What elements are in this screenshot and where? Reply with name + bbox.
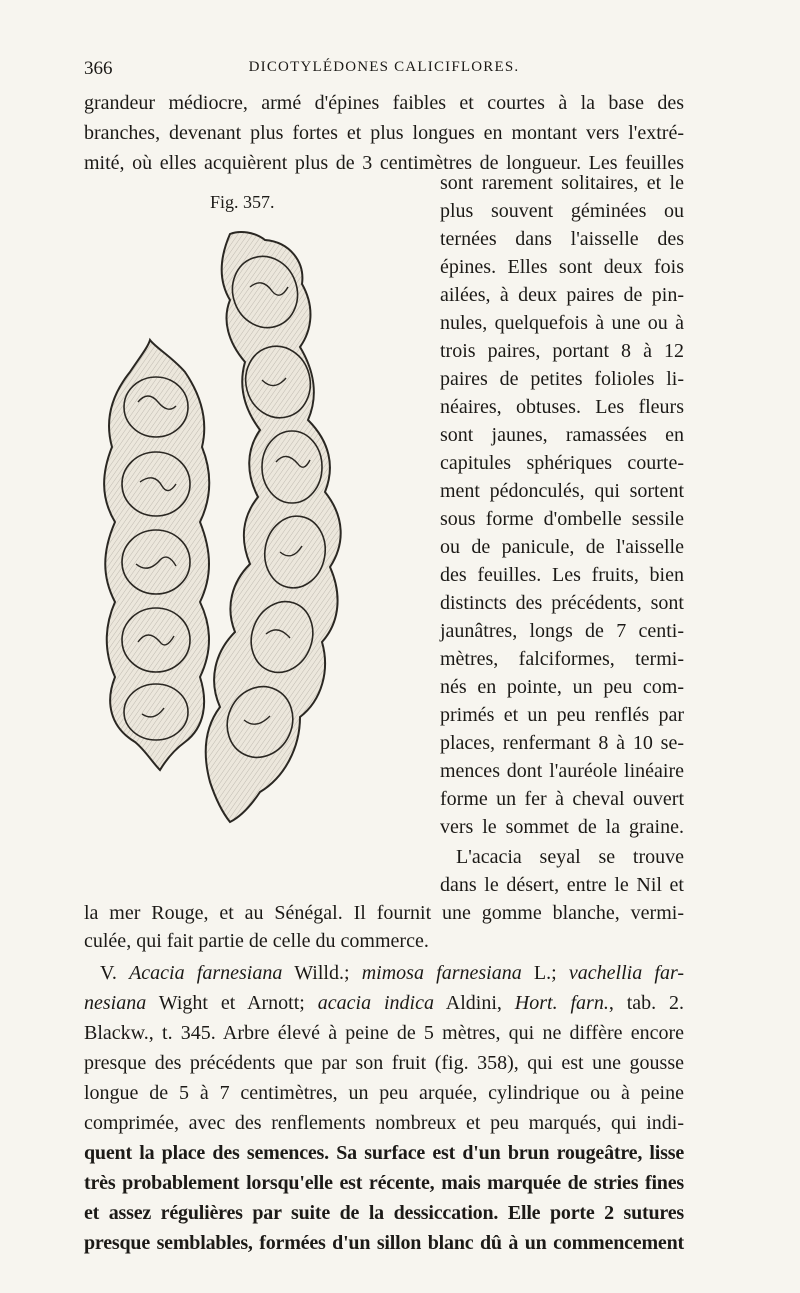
text-line: mètres, falciformes, termi- xyxy=(440,648,684,670)
text-line: sont rarement solitaires, et le xyxy=(440,172,684,194)
text-line: épines. Elles sont deux fois xyxy=(440,256,684,278)
text-line: branches, devenant plus fortes et plus longues en montant vers l'extré- xyxy=(84,122,684,144)
synonym-author: Aldini, xyxy=(445,992,502,1014)
reference-tail: , tab. 2. xyxy=(608,992,685,1014)
seed-pod-illustration xyxy=(90,222,430,842)
text-line: capitules sphériques courte- xyxy=(440,452,684,474)
text-line: nules, quelquefois à une ou à xyxy=(440,312,684,334)
text-line: sous forme d'ombelle sessile xyxy=(440,508,684,530)
right-pod xyxy=(206,232,341,822)
species-numeral: V. xyxy=(100,962,117,984)
text-line: distincts des précédents, sont xyxy=(440,592,684,614)
synonym-author: Wight et Arnott; xyxy=(158,992,305,1014)
text-line: des feuilles. Les fruits, bien xyxy=(440,564,684,586)
text-line: longue de 5 à 7 centimètres, un peu arquée, cylindrique ou à peine xyxy=(84,1082,684,1104)
text-line: L'acacia seyal se trouve xyxy=(456,846,684,868)
text-line: mité, où elles acquièrent plus de 3 centimètres de longueur. Les feuilles xyxy=(84,152,684,174)
figure-label: Fig. 357. xyxy=(210,192,275,212)
text-line: presque des précédents que par son fruit (fig. 358), qui est une gousse xyxy=(84,1052,684,1074)
text-line: très probablement lorsqu'elle est récente, mais marquée de stries fines xyxy=(84,1172,684,1194)
text-line: néaires, obtuses. Les fleurs xyxy=(440,396,684,418)
text-line: sont jaunes, ramassées en xyxy=(440,424,684,446)
text-line: presque semblables, formées d'un sillon blanc dû à un commencement xyxy=(84,1232,684,1254)
synonym: nesiana xyxy=(84,992,147,1014)
species-author: Willd.; xyxy=(294,962,350,984)
text-line: plus souvent géminées ou xyxy=(440,200,684,222)
text-line: la mer Rouge, et au Sénégal. Il fournit une gomme blanche, vermi- xyxy=(84,902,684,924)
text-line: culée, qui fait partie de celle du commerce. xyxy=(84,930,429,952)
page-number: 366 xyxy=(84,58,113,79)
species-heading-line xyxy=(100,958,684,988)
text-line: trois paires, portant 8 à 12 xyxy=(440,340,684,362)
synonym: acacia indica xyxy=(317,992,434,1014)
text-line: forme un fer à cheval ouvert xyxy=(440,788,684,810)
synonym: vachellia far- xyxy=(568,962,685,984)
text-line: ou de panicule, de l'aisselle xyxy=(440,536,684,558)
text-line: ternées dans l'aisselle des xyxy=(440,228,684,250)
text-line: grandeur médiocre, armé d'épines faibles et courtes à la base des xyxy=(84,92,684,114)
text-line: comprimée, avec des renflements nombreux et peu marqués, qui indi- xyxy=(84,1112,684,1134)
text-line: jaunâtres, longs de 7 centi- xyxy=(440,620,684,642)
text-line: paires de petites folioles li- xyxy=(440,368,684,390)
text-line: primés et un peu renflés par xyxy=(440,704,684,726)
text-line: dans le désert, entre le Nil et xyxy=(440,874,684,896)
text-line: Blackw., t. 345. Arbre élevé à peine de 5 mètres, qui ne diffère encore xyxy=(84,1022,684,1044)
text-line: et assez régulières par suite de la dessiccation. Elle porte 2 sutures xyxy=(84,1202,684,1224)
text-line: ailées, à deux paires de pin- xyxy=(440,284,684,306)
reference: Hort. farn. xyxy=(514,992,609,1014)
text-line: mences dont l'auréole linéaire xyxy=(440,760,684,782)
synonym: mimosa farnesiana xyxy=(361,962,522,984)
text-line: nés en pointe, un peu com- xyxy=(440,676,684,698)
synonym-author: L.; xyxy=(533,962,557,984)
running-title: DICOTYLÉDONES CALICIFLORES. xyxy=(248,59,520,75)
text-line: vers le sommet de la graine. xyxy=(440,816,684,838)
text-line: places, renfermant 8 à 10 se- xyxy=(440,732,684,754)
species-name: Acacia farnesiana xyxy=(129,962,283,984)
text-line: ment pédonculés, qui sortent xyxy=(440,480,684,502)
left-pod xyxy=(104,340,209,770)
species-synonym-line xyxy=(84,988,684,1018)
page-header xyxy=(84,58,684,88)
text-line: quent la place des semences. Sa surface est d'un brun rougeâtre, lisse xyxy=(84,1142,684,1164)
